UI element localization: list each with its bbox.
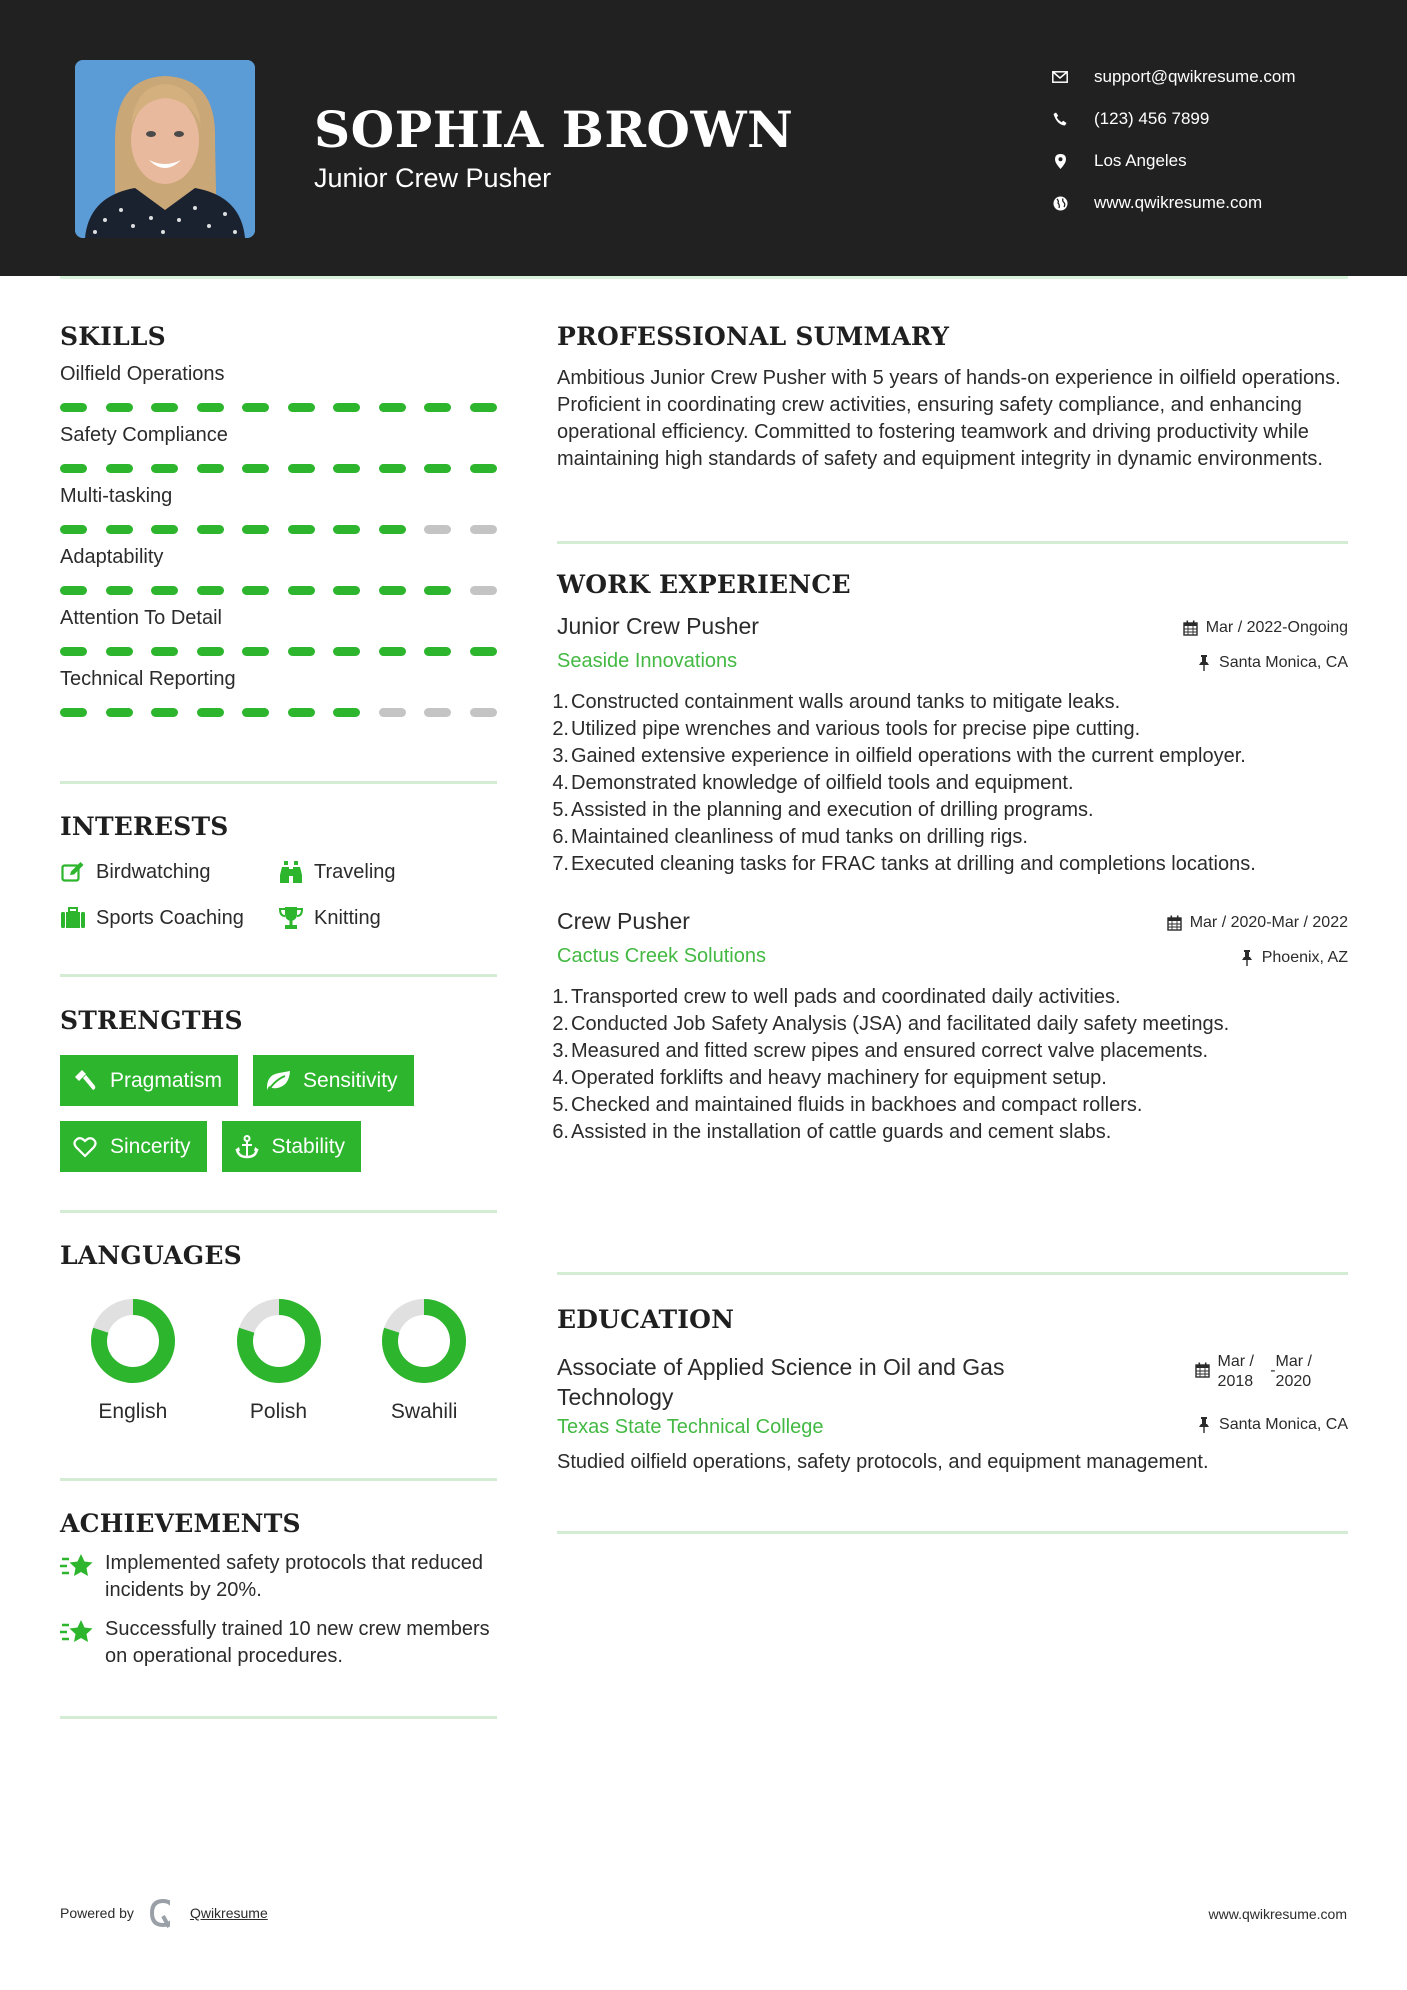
skill-level-segment [106,403,133,412]
experience-heading: WORK EXPERIENCE [557,570,851,599]
section-divider [557,1272,1348,1275]
skill-level-segment [333,586,360,595]
skill-level-segment [151,403,178,412]
skills-section [60,322,497,717]
contact-location [1050,140,1296,182]
contact-list [1050,56,1296,224]
skills-list [60,363,497,717]
skill-level-segment [197,403,224,412]
skill-level-segment [424,403,451,412]
skill-name: Safety Compliance [60,424,228,446]
skill-level-segment [424,708,451,717]
phone-icon [1050,109,1070,129]
job-title: Junior Crew Pusher [557,613,759,639]
start-year: 2018 [1217,1373,1254,1390]
section-divider [60,1210,497,1213]
job-location: Santa Monica, CA [1196,654,1348,672]
language-label: Swahili [390,1400,458,1423]
achievement-item [60,1550,497,1604]
pushpin-icon [1239,950,1255,966]
responsibility-item: 3. Gained extensive experience in oilfield operations with the current employer. [552,745,1246,767]
contact-email-text: support@qwikresume.com [1094,67,1296,86]
calendar-icon [1167,915,1183,931]
job-responsibilities [552,984,1348,1146]
skill-level-segment [60,464,87,473]
strength-tag: Sincerity [60,1121,207,1172]
skill-level-segment [470,464,497,473]
language-item [206,1298,352,1424]
languages-list [60,1298,497,1424]
section-divider [60,974,497,977]
responsibility-item: 5. Checked and maintained fluids in backhoes and compact rollers. [552,1094,1143,1116]
skill-item [60,424,497,473]
education-location: Santa Monica, CA [1196,1416,1348,1434]
summary-section [557,322,1348,473]
interests-heading: INTERESTS [60,812,229,841]
strengths-heading: STRENGTHS [60,1006,243,1035]
education-entry [557,1352,1348,1476]
portrait-image [75,60,255,238]
skill-level-bar [60,525,497,534]
language-item [351,1298,497,1424]
skill-level-segment [106,525,133,534]
section-divider [557,1531,1348,1534]
calendar-icon [1195,1362,1211,1378]
skill-level-segment [379,464,406,473]
skill-level-segment [288,403,315,412]
skill-level-bar [60,403,497,412]
skill-level-segment [242,586,269,595]
skill-level-segment [197,708,224,717]
heart-icon [72,1135,98,1159]
job-dates: Mar / 2022-Ongoing [1183,619,1348,637]
skill-name: Adaptability [60,546,164,568]
skill-level-segment [470,708,497,717]
language-label: English [98,1400,168,1423]
leaf-icon [265,1069,291,1093]
skill-level-segment [288,708,315,717]
job-entry [552,613,1348,878]
skill-level-segment [106,647,133,656]
skill-level-segment [106,586,133,595]
interest-item: Traveling [278,859,478,885]
skill-level-segment [379,647,406,656]
globe-icon [1050,193,1070,213]
responsibility-item: 1. Transported crew to well pads and coordinated daily activities. [552,986,1121,1008]
education-section [557,1305,1348,1476]
interest-item: Birdwatching [60,859,278,885]
skill-item [60,363,497,412]
skill-level-segment [197,525,224,534]
skill-level-segment [333,464,360,473]
skill-item [60,668,497,717]
school-name: Texas State Technical College [557,1416,824,1438]
skill-level-segment [288,647,315,656]
skill-level-segment [470,525,497,534]
skill-level-segment [60,647,87,656]
job-list [552,613,1348,1146]
achievement-text: Implemented safety protocols that reduced incidents by 20%. [105,1552,483,1601]
job-title: Crew Pusher [557,908,690,934]
language-donut [236,1298,322,1384]
education-heading: EDUCATION [557,1305,735,1334]
skill-level-segment [379,403,406,412]
skill-level-segment [424,525,451,534]
qwikresume-link[interactable]: Qwikresume [189,1905,268,1921]
skill-level-segment [242,647,269,656]
achievements-section [60,1509,497,1670]
map-marker-icon [1050,151,1070,171]
responsibility-item: 2. Utilized pipe wrenches and various tools for precise pipe cutting. [552,718,1141,740]
skill-level-segment [424,464,451,473]
skill-level-bar [60,586,497,595]
skill-level-segment [333,708,360,717]
interest-item: Sports Coaching [60,905,278,931]
skill-level-segment [197,464,224,473]
interest-item: Knitting [278,905,478,931]
suitcase-icon [60,906,86,930]
responsibility-item: 5. Assisted in the planning and execution of drilling programs. [552,799,1094,821]
contact-location-text: Los Angeles [1094,151,1187,170]
skill-level-segment [470,647,497,656]
star-icon [60,1552,94,1582]
responsibility-item: 6. Maintained cleanliness of mud tanks on drilling rigs. [552,826,1028,848]
profile-photo [75,60,255,238]
skill-level-segment [242,708,269,717]
section-divider [557,541,1348,544]
binoculars-icon [278,860,304,884]
job-dates: Mar / 2020-Mar / 2022 [1167,914,1348,932]
skill-name: Oilfield Operations [60,363,225,385]
experience-section [552,570,1348,1146]
strength-tag: Stability [222,1121,362,1172]
powered-by-text: Powered by [60,1905,134,1921]
contact-website-text: www.qwikresume.com [1094,193,1263,212]
skill-level-segment [106,464,133,473]
company-name: Cactus Creek Solutions [557,945,766,967]
skill-level-segment [151,464,178,473]
skill-item [60,485,497,534]
end-month: Mar / [1275,1353,1312,1370]
trophy-icon [278,906,304,930]
strength-tag: Sensitivity [253,1055,414,1106]
strengths-section [60,1006,497,1172]
responsibility-item: 1. Constructed containment walls around tanks to mitigate leaks. [552,691,1121,713]
achievements-list [60,1550,497,1670]
candidate-name: SOPHIA BROWN [314,100,794,159]
language-donut [90,1298,176,1384]
skill-level-segment [379,525,406,534]
skill-name: Multi-tasking [60,485,173,507]
skill-level-segment [333,647,360,656]
summary-text: Ambitious Junior Crew Pusher with 5 years of hands-on experience in oilfield operations. Proficient in coordinating crew activities, ensuring safety compliance, and enhancing operational efficiency. Committed to fostering teamwork and driving productivity while maintaining high standards of safety and equipment integrity in dynamic environments. [557,367,1341,470]
degree-title: Associate of Applied Science in Oil and Gas Technology [557,1354,1005,1410]
powered-by [60,1898,268,1928]
start-month: Mar / [1217,1353,1254,1370]
strengths-list [60,1055,497,1172]
envelope-icon [1050,67,1070,87]
skill-level-segment [151,586,178,595]
skill-level-segment [60,708,87,717]
skill-level-segment [151,708,178,717]
resume-header [0,0,1407,276]
skill-name: Technical Reporting [60,668,236,690]
section-divider [60,781,497,784]
language-item [60,1298,206,1424]
interests-section [60,812,497,931]
anchor-icon [234,1135,260,1159]
skill-level-segment [333,403,360,412]
languages-section [60,1241,497,1424]
achievements-heading: ACHIEVEMENTS [60,1509,301,1538]
responsibility-item: 6. Assisted in the installation of cattle guards and cement slabs. [552,1121,1112,1143]
qwikresume-logo-icon [148,1898,178,1928]
job-location: Phoenix, AZ [1239,949,1348,967]
education-description: Studied oilfield operations, safety protocols, and equipment management. [557,1451,1209,1473]
contact-phone-text: (123) 456 7899 [1094,109,1210,128]
end-year: 2020 [1275,1373,1312,1390]
skill-level-segment [242,464,269,473]
skill-level-segment [470,403,497,412]
gavel-icon [72,1069,98,1093]
education-dates [1195,1352,1312,1392]
summary-heading: PROFESSIONAL SUMMARY [557,322,950,351]
pushpin-icon [1196,655,1212,671]
skill-level-segment [151,525,178,534]
skill-level-segment [379,586,406,595]
achievement-item [60,1616,497,1670]
calendar-icon [1183,620,1199,636]
language-donut [381,1298,467,1384]
skill-item [60,546,497,595]
languages-heading: LANGUAGES [60,1241,242,1270]
responsibility-item: 4. Operated forklifts and heavy machinery for equipment setup. [552,1067,1107,1089]
date-separator: - [1270,1362,1276,1379]
skill-level-bar [60,464,497,473]
pushpin-icon [1196,1417,1212,1433]
skill-level-bar [60,708,497,717]
responsibility-item: 4. Demonstrated knowledge of oilfield tools and equipment. [552,772,1074,794]
responsibility-item: 3. Measured and fitted screw pipes and ensured correct valve placements. [552,1040,1209,1062]
skill-level-bar [60,647,497,656]
skill-level-segment [470,586,497,595]
section-divider [60,1716,497,1719]
star-icon [60,1618,94,1648]
contact-website[interactable] [1050,182,1296,224]
skill-level-segment [151,647,178,656]
skills-heading: SKILLS [60,322,166,351]
achievement-text: Successfully trained 10 new crew members on operational procedures. [105,1618,490,1667]
skill-level-segment [288,586,315,595]
contact-email[interactable] [1050,56,1296,98]
skill-item [60,607,497,656]
skill-level-segment [288,464,315,473]
skill-level-segment [242,525,269,534]
skill-level-segment [197,647,224,656]
contact-phone[interactable] [1050,98,1296,140]
responsibility-item: 2. Conducted Job Safety Analysis (JSA) and facilitated daily safety meetings. [552,1013,1230,1035]
skill-level-segment [197,586,224,595]
skill-level-segment [424,647,451,656]
skill-level-segment [333,525,360,534]
skill-level-segment [288,525,315,534]
job-responsibilities [552,689,1348,878]
footer-website[interactable]: www.qwikresume.com [1208,1906,1347,1922]
skill-level-segment [424,586,451,595]
header-accent-line [60,276,1348,279]
job-entry [552,908,1348,1146]
company-name: Seaside Innovations [557,650,738,672]
edit-icon [60,860,86,884]
skill-level-segment [60,586,87,595]
language-label: Polish [249,1400,308,1423]
section-divider [60,1478,497,1481]
skill-level-segment [242,403,269,412]
interests-list [60,859,497,931]
responsibility-item: 7. Executed cleaning tasks for FRAC tanks at drilling and completions locations. [552,853,1256,875]
skill-level-segment [379,708,406,717]
skill-name: Attention To Detail [60,607,222,629]
skill-level-segment [60,403,87,412]
strength-tag: Pragmatism [60,1055,238,1106]
skill-level-segment [60,525,87,534]
skill-level-segment [106,708,133,717]
candidate-title: Junior Crew Pusher [314,163,552,193]
